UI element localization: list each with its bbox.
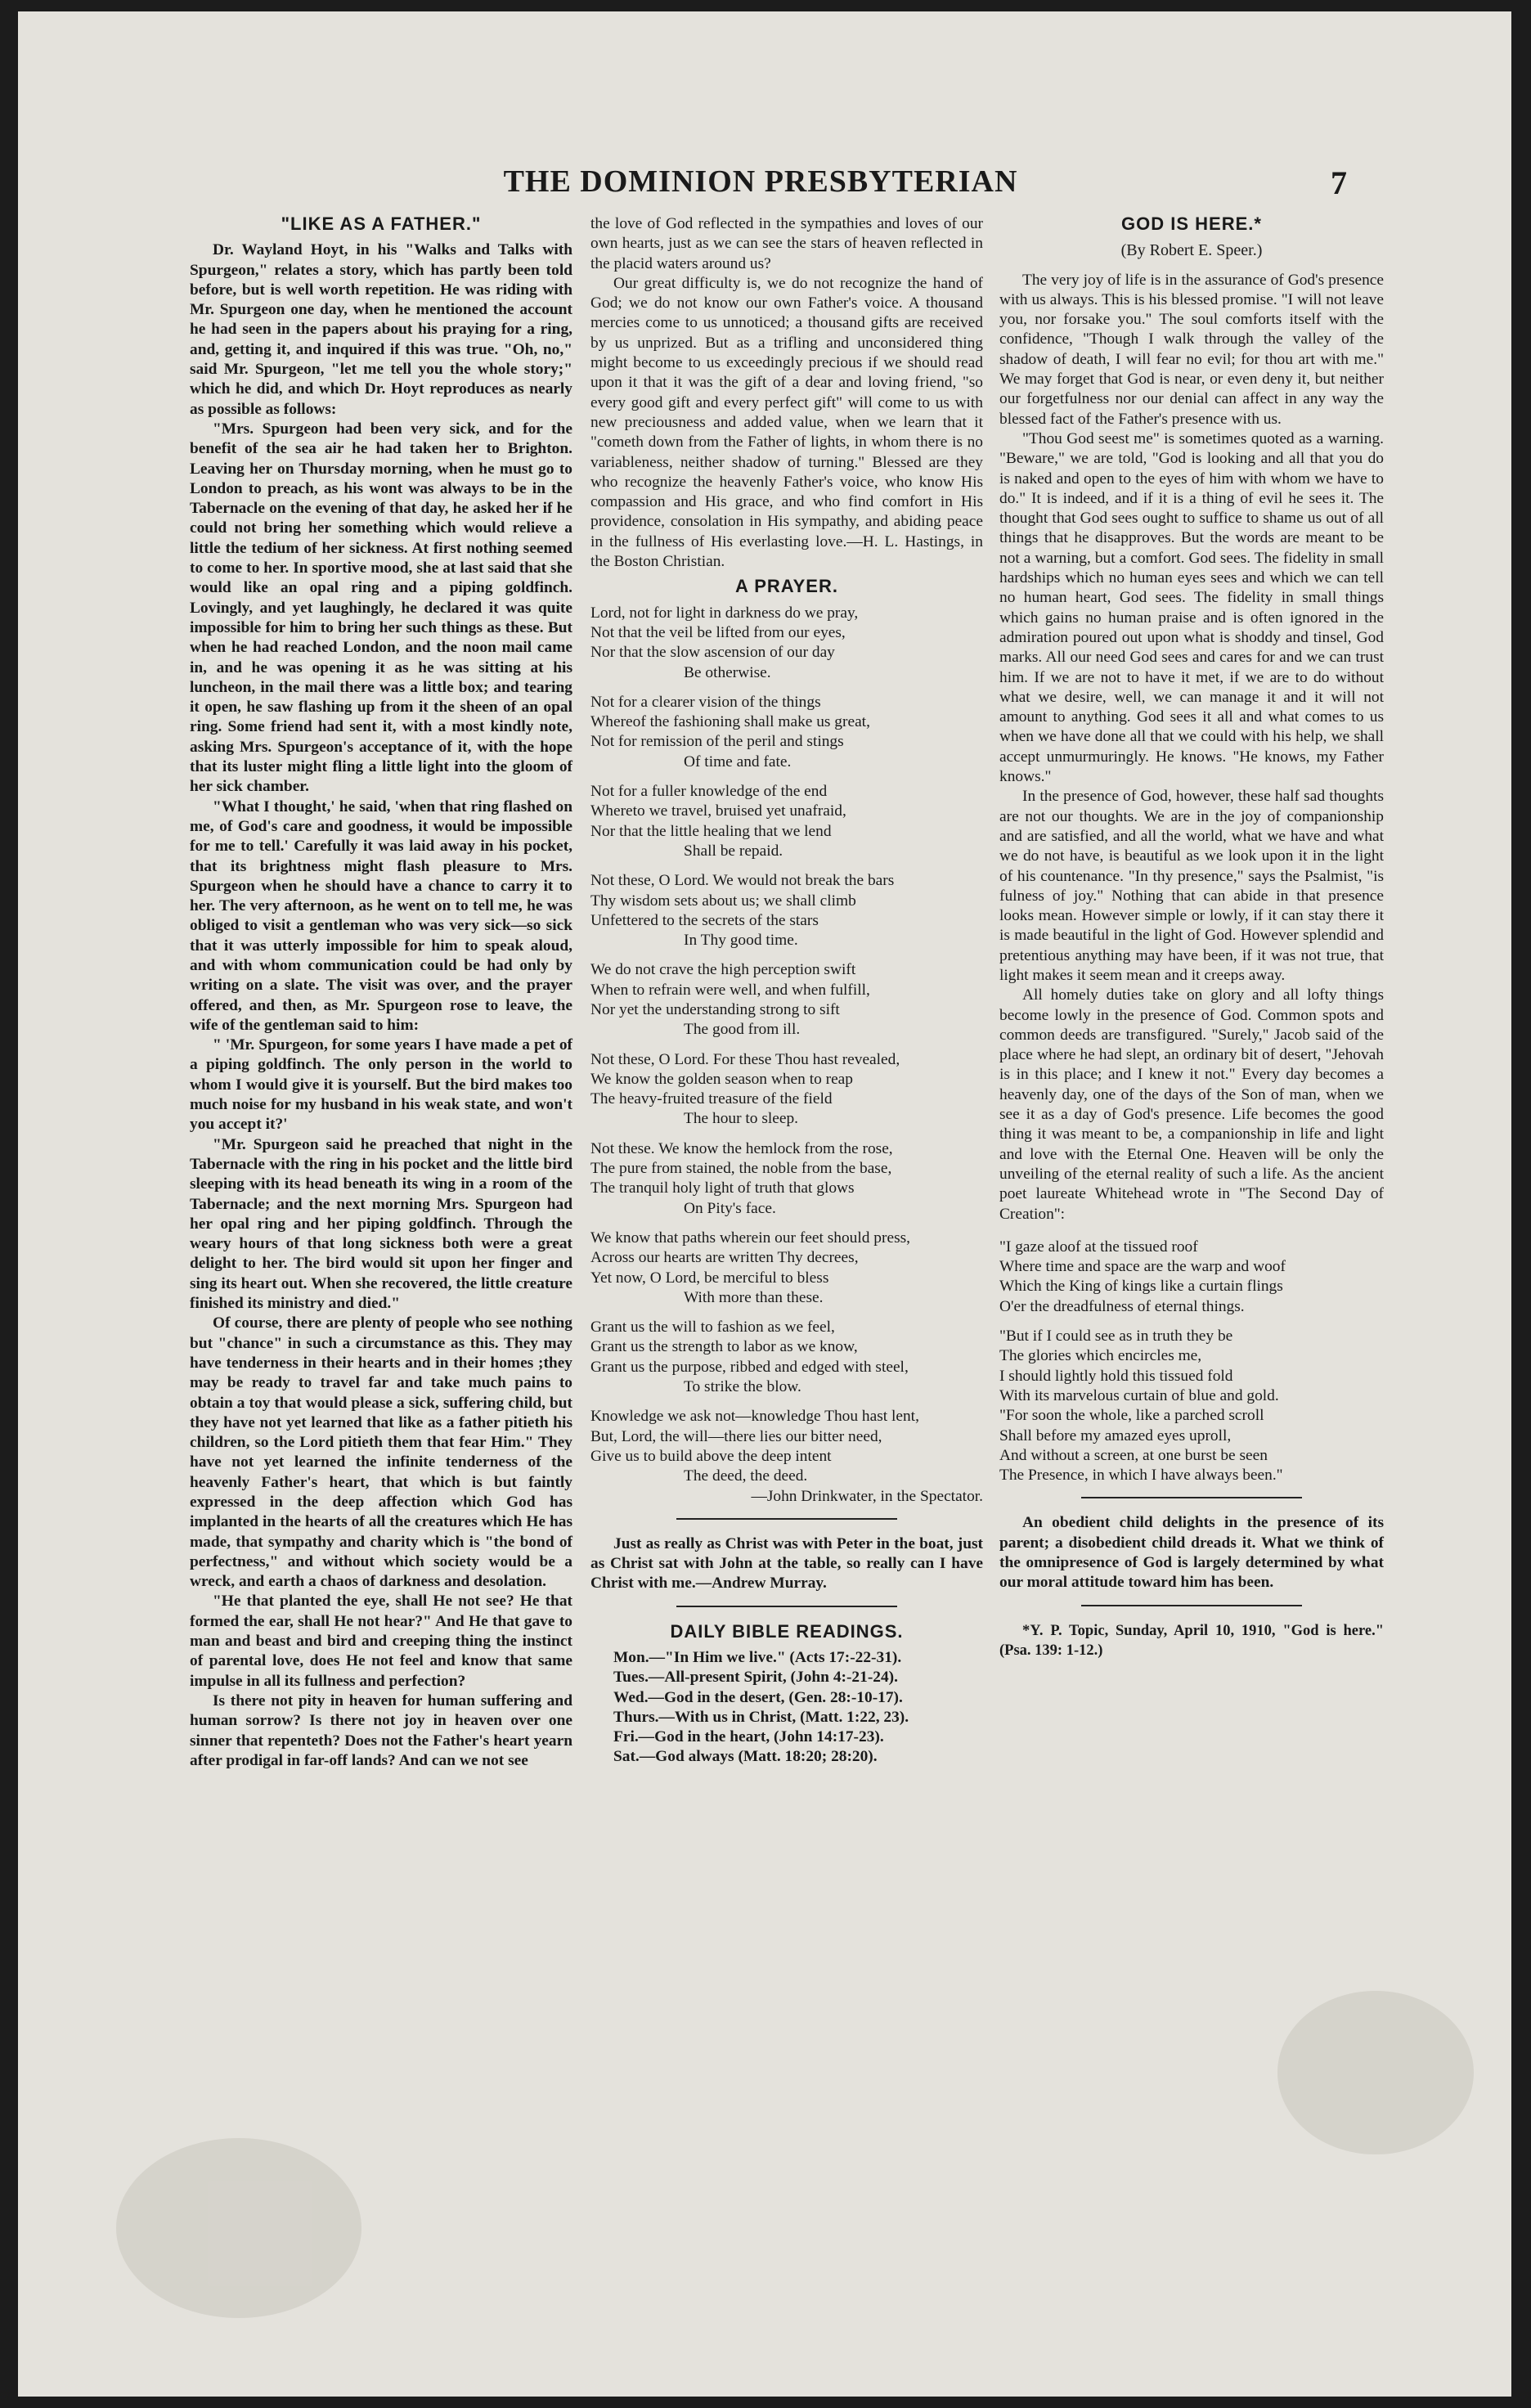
stanza-gap <box>590 1130 983 1139</box>
article-paragraph: Of course, there are plenty of people who see nothing but "chance" in such a circumstance as this. They may have tenderness in their hearts and in their homes ;they may be ready to travel far and take much pains to obtain a toy that would please a sick, suffering child, but they have not yet learned that like as a father pitieth his children, so the Lord pitieth them that fear Him." They have not yet learned the infinite tenderness of the heavenly Father's heart, that which is but faintly expressed in the deep affection which God has implanted in the hearts of all the creatures which He has made, that sympathy and charity which is "the bond of perfectness," and without which society would be a wreck, and earth a chaos of darkness and desolation. <box>190 1314 572 1591</box>
poem-line: Not for remission of the peril and stings <box>590 733 844 751</box>
poem-line: The good from ill. <box>684 1021 801 1039</box>
poem-line: On Pity's face. <box>684 1199 776 1217</box>
article-paragraph: the love of God reflected in the sympathies and loves of our own hearts, just as we can see the stars of heaven reflected in the placid waters around us? <box>590 215 983 272</box>
divider-rule <box>676 1606 897 1607</box>
readings-list <box>590 1648 983 1768</box>
reading-item: Sat.—God always (Matt. 18:20; 28:20). <box>613 1748 878 1766</box>
prayer-poem <box>590 604 983 1487</box>
poem-line: Nor that the little healing that we lend <box>590 822 832 840</box>
poem-line: Whereto we travel, bruised yet unafraid, <box>590 802 846 820</box>
article-paragraph: " 'Mr. Spurgeon, for some years I have made a pet of a piping goldfinch. The only person in the world to whom I would give it is yourself. But the bird makes too much noise for my husband in his weak state, and won't you accept it?' <box>190 1036 572 1134</box>
poem-line: Unfettered to the secrets of the stars <box>590 911 819 929</box>
poem-line: The Presence, in which I have always been." <box>999 1467 1283 1485</box>
column-1 <box>190 214 572 1771</box>
poem-line: Nor yet the understanding strong to sift <box>590 1000 840 1018</box>
poem-line: Whereof the fashioning shall make us great, <box>590 713 870 731</box>
article-paragraph: All homely duties take on glory and all lofty things become lowly in the presence of God. Common spots and common deeds are transfigured. "Surely," Jacob said of the place where he had slept, an ordinary bit of desert, "Jehovah is in this place; and I knew it not." Every day becomes a heavenly day, one of the days of the Son of man, when we see it as a day of God's presence. Life becomes the good thing it was meant to be, a companionship in life and light and love with the Eternal One. Heaven will be only the unveiling of the eternal reality of such a life. As the ancient poet laureate Whitehead wrote in "The Second Day of Creation": <box>999 986 1384 1223</box>
article-heading-god-is-here: GOD IS HERE.* <box>1121 213 1262 234</box>
poem-line: Not these, O Lord. We would not break the bars <box>590 872 895 890</box>
stanza-gap <box>590 1219 983 1229</box>
poem-line: The deed, the deed. <box>684 1467 808 1485</box>
poem-line: Give us to build above the deep intent <box>590 1447 832 1465</box>
article-paragraph: "Mr. Spurgeon said he preached that night in the Tabernacle with the ring in his pocket and the little bird sleeping with its head beneath its wing in a room of the Tabernacle; and the next morning Mrs. Spurgeon had her opal ring and her piping goldfinch. Through the weary hours of that long sickness both were a great delight to her. The bird would sit upon her finger and sing its heart out. When she recovered, the little creature finished its ministry and died." <box>190 1135 572 1313</box>
article-byline: (By Robert E. Speer.) <box>1120 241 1263 260</box>
poem-line: Grant us the will to fashion as we feel, <box>590 1319 835 1337</box>
stanza-gap <box>590 1040 983 1050</box>
poem-line: Across our hearts are written Thy decrees, <box>590 1249 859 1267</box>
poem-line: The pure from stained, the noble from the base, <box>590 1160 892 1178</box>
stanza-gap <box>590 861 983 871</box>
reading-item: Wed.—God in the desert, (Gen. 28:-10-17). <box>613 1688 903 1706</box>
stanza-gap <box>590 1397 983 1407</box>
newspaper-page <box>18 11 1511 2397</box>
poem-line: Grant us the strength to labor as we know, <box>590 1338 858 1356</box>
column-3 <box>999 214 1384 1660</box>
poem-line: Lord, not for light in darkness do we pray, <box>590 604 859 622</box>
poem-line: With its marvelous curtain of blue and gold. <box>999 1386 1279 1404</box>
stanza-gap <box>590 683 983 693</box>
poem-line: The heavy-fruited treasure of the field <box>590 1090 833 1108</box>
readings-heading: DAILY BIBLE READINGS. <box>670 1620 904 1642</box>
poem-line: We know that paths wherein our feet should press, <box>590 1229 911 1247</box>
poem-line: "I gaze aloof at the tissued roof <box>999 1238 1198 1256</box>
paper-stain <box>1277 1991 1474 2154</box>
poem-line: Grant us the purpose, ribbed and edged with steel, <box>590 1358 909 1376</box>
poem-line: We do not crave the high perception swift <box>590 961 856 979</box>
stanza-gap <box>590 1308 983 1318</box>
poem-line: Where time and space are the warp and woof <box>999 1258 1286 1276</box>
reading-item: Thurs.—With us in Christ, (Matt. 1:22, 23). <box>613 1708 909 1726</box>
stanza-gap <box>590 950 983 960</box>
quote-andrew-murray: Just as really as Christ was with Peter in the boat, just as Christ sat with John at the table, so really can I have Christ with me.—Andrew Murray. <box>590 1534 983 1593</box>
poem-line: Not for a clearer vision of the things <box>590 693 821 711</box>
poem-line: The glories which encircles me, <box>999 1347 1202 1365</box>
poem-line: To strike the blow. <box>684 1378 801 1396</box>
divider-rule <box>1081 1497 1302 1498</box>
poem-line: Nor that the slow ascension of our day <box>590 644 835 662</box>
paper-stain <box>116 2138 361 2318</box>
article-paragraph: "Thou God seest me" is sometimes quoted as a warning. "Beware," we are told, "God is looking and all that you do is naked and open to the eyes of him with whom we have to do." It is indeed, and if it is a thing of evil he sees it. The thought that God sees ought to suffice to shame us out of all things that he disapproves. But the words are meant to be not a warning, but a comfort. God sees. The fidelity in small hardships which no human eyes sees and which we can tell no human heart, God sees. The fidelity in small things which gains no human praise and is often ignored in the admiration poured out upon what is shoddy and tinsel, God marks. All our need God sees and cares for and we can trust him. If we are not to have it met, if we are to do without what we desire, well, we can manage it and it will not amount to anything. God sees it all and what comes to us when we have done all that we could with his help, we shall accept unmurmuringly. He knows. "He knows, my Father knows." <box>999 429 1384 786</box>
poem-line: Thy wisdom sets about us; we shall climb <box>590 892 856 910</box>
footnote: *Y. P. Topic, Sunday, April 10, 1910, "God is here." (Psa. 139: 1-12.) <box>999 1622 1384 1659</box>
poem-line: "But if I could see as in truth they be <box>999 1328 1233 1346</box>
masthead-title: THE DOMINION PRESBYTERIAN <box>503 164 1018 199</box>
poem-heading-a-prayer: A PRAYER. <box>735 576 838 597</box>
poem-line: O'er the dreadfulness of eternal things. <box>999 1297 1245 1315</box>
poem-line: In Thy good time. <box>684 932 798 950</box>
article-paragraph: Our great difficulty is, we do not recognize the hand of God; we do not know our own Father's voice. A thousand mercies come to us unnoticed; a thousand gifts are received by us unprized. But as a trifling and unconsidered thing might become to us exceedingly precious if we should read upon it that it was the gift of a dear and loving friend, "so every good gift and every perfect gift" will come to us with new preciousness and added value, when we learn that it "cometh down from the Father of lights, in whom there is no variableness, neither shadow of turning." Blessed are they who recognize the heavenly Father's voice, who know His compassion and His grace, and who find comfort in His providence, consolation in His sympathy, and abiding peace in the fullness of His everlasting love.—H. L. Hastings, in the Boston Christian. <box>590 274 983 571</box>
article-paragraph: "Mrs. Spurgeon had been very sick, and for the benefit of the sea air he had taken her to Brighton. Leaving her on Thursday morning, when he must go to London to preach, as his wont was always to be in the Tabernacle on the evening of that day, he asked her if he could not bring her something which would relieve a little the tedium of her sickness. At first nothing seemed to come to her. In sportive mood, she at last said that she would like an opal ring and a piping goldfinch. Lovingly, and yet laughingly, he declared it was quite impossible for him to bring her such things as these. But when he had reached London, and the noon mail came in, and he was opening it as he was sitting at his luncheon, in the mail there was a little box; and tearing it open, he saw flashing up from it the sheen of an opal ring. Some friend had sent it, with a most kindly note, asking Mrs. Spurgeon's acceptance of it, with the hope that its luster might fling a little light into the gloom of her sick chamber. <box>190 420 572 796</box>
reading-item: Fri.—God in the heart, (John 14:17-23). <box>613 1728 884 1746</box>
column-2 <box>590 214 983 1768</box>
article-paragraph: The very joy of life is in the assurance of God's presence with us always. This is his blessed promise. "I will not leave you, nor forsake you." The soul comforts itself with the confidence, "Though I walk through the valley of the shadow of death, I will fear no evil; for thou art with me." We may forget that God is near, or even deny it, but neither our forgetfulness nor our denial can affect in any way the blessed fact of the Father's presence with us. <box>999 271 1384 428</box>
stanza-gap <box>590 772 983 782</box>
article-paragraph: In the presence of God, however, these half sad thoughts are not our thoughts. We are in the joy of companionship and are satisfied, and all the world, what we have and what we do not have, is beautiful as we look upon it in the light of his countenance. "In thy presence," says the Psalmist, "is fulness of joy." Nothing that can abide in that presence looks mean. However simple or lowly, if it can stay there it is made beautiful in the light of God. However splendid and pretentious anything may have been, if it was not true, that light makes it seem mean and it creeps away. <box>999 788 1384 984</box>
article-paragraph: "What I thought,' he said, 'when that ring flashed on me, of God's care and goodness, it would be impossible for me to tell.' Carefully it was laid away in his pocket, that its brightness might flash pleasure to Mrs. Spurgeon when he should have a chance to carry it to her. The very afternoon, as he went on to tell me, he was obliged to visit a gentleman who was very sick—so sick that it was utterly impossible for him to speak aloud, and with whom communication could be had only by writing on a slate. The visit was over, and the prayer offered, and then, as Mr. Spurgeon rose to leave, the wife of the gentleman said to him: <box>190 797 572 1034</box>
poem-line: We know the golden season when to reap <box>590 1070 853 1088</box>
reading-item: Mon.—"In Him we live." (Acts 17:-22-31). <box>613 1649 902 1666</box>
poem-line: "For soon the whole, like a parched scroll <box>999 1407 1264 1425</box>
article-heading-like-as-a-father: "LIKE AS A FATHER." <box>281 213 482 234</box>
poem-line: Which the King of kings like a curtain flings <box>999 1278 1283 1296</box>
poem-line: But, Lord, the will—there lies our bitter need, <box>590 1427 882 1445</box>
poem-line: Be otherwise. <box>684 663 771 681</box>
whitehead-poem <box>999 1238 1384 1486</box>
poem-line: Shall be repaid. <box>684 842 783 860</box>
divider-rule <box>676 1518 897 1520</box>
poem-line: The hour to sleep. <box>684 1110 799 1128</box>
poem-line: Of time and fate. <box>684 752 792 770</box>
poem-line: Not these, O Lord. For these Thou hast revealed, <box>590 1050 900 1068</box>
page-number: 7 <box>1331 164 1347 201</box>
reading-item: Tues.—All-present Spirit, (John 4:-21-24). <box>613 1669 898 1687</box>
poem-line: Yet now, O Lord, be merciful to bless <box>590 1269 829 1287</box>
divider-rule <box>1081 1605 1302 1606</box>
article-paragraph: "He that planted the eye, shall He not see? He that formed the ear, shall He not hear?" And He that gave to man and beast and bird and creeping thing the instinct of parental love, does He not feel and know that same impulse in all its fullness and perfection? <box>190 1593 572 1690</box>
poem-line: And without a screen, at one burst be seen <box>999 1446 1268 1464</box>
poem-line: With more than these. <box>684 1288 824 1306</box>
poem-line: Not for a fuller knowledge of the end <box>590 783 828 801</box>
closing-note: An obedient child delights in the presence of its parent; a disobedient child dreads it. What we think of the omnipresence of God is largely determined by what our moral attitude toward him has been. <box>999 1514 1384 1592</box>
poem-line: Not that the veil be lifted from our eyes, <box>590 623 846 641</box>
poem-line: I should lightly hold this tissued fold <box>999 1367 1233 1385</box>
poem-line: The tranquil holy light of truth that glows <box>590 1179 855 1197</box>
poem-line: When to refrain were well, and when fulfill, <box>590 981 870 999</box>
poem-line: Shall before my amazed eyes uproll, <box>999 1426 1232 1444</box>
article-paragraph: Dr. Wayland Hoyt, in his "Walks and Talks with Spurgeon," relates a story, which has partly been told before, but is well worth repetition. He was riding with Mr. Spurgeon one day, when he mentioned the account he had seen in the papers about his praying for a ring, and, getting it, and inquired if this was true. "Oh, no," said Mr. Spurgeon, "let me tell you the whole story;" which he did, and which Dr. Hoyt reproduces as nearly as possible as follows: <box>190 241 572 418</box>
stanza-gap <box>999 1317 1384 1327</box>
article-paragraph: Is there not pity in heaven for human suffering and human sorrow? Is there not joy in heaven over one sinner that repenteth? Does not the Father's heart yearn after prodigal in far-off lands? And can we not see <box>190 1691 572 1769</box>
poem-line: Knowledge we ask not—knowledge Thou hast lent, <box>590 1408 919 1426</box>
poem-line: Not these. We know the hemlock from the rose, <box>590 1139 893 1157</box>
poem-attribution: —John Drinkwater, in the Spectator. <box>751 1487 983 1505</box>
